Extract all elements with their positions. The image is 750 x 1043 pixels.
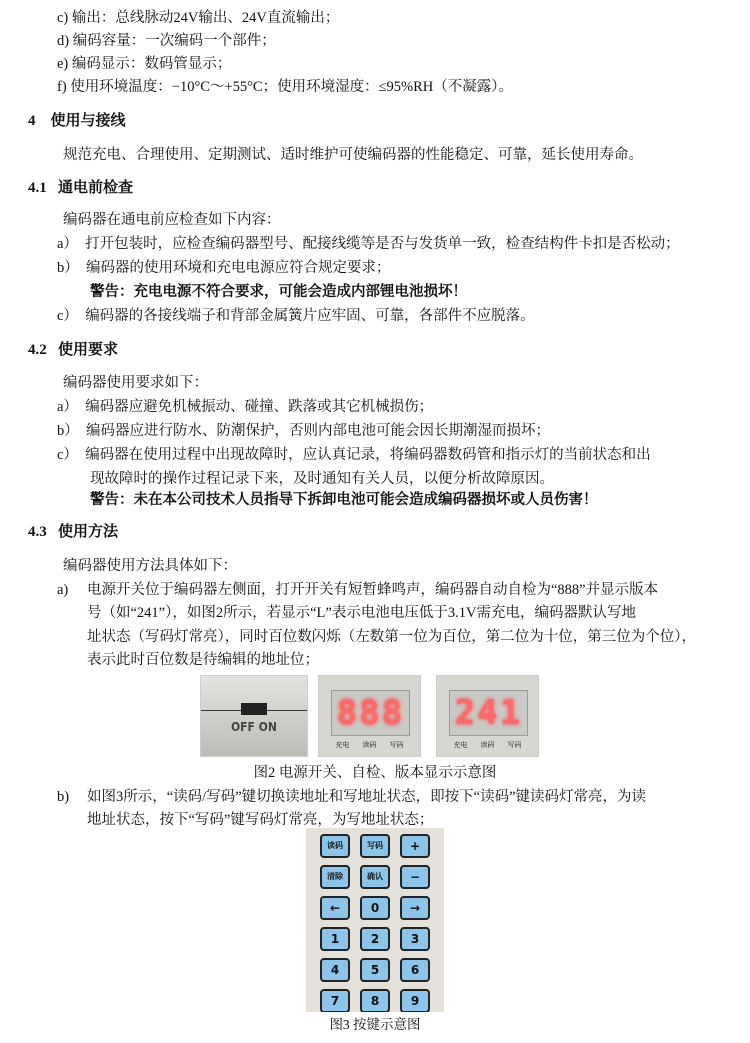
item-text: 编码器在使用过程中出现故障时，应认真记录，将编码器数码管和指示灯的当前状态和出 [85, 447, 651, 463]
item-text-continued: 现故障时的操作过程记录下来，及时通知有关人员，以便分析故障原因。 [90, 471, 554, 487]
item-label: c） [57, 447, 78, 463]
led-display: 241 [449, 690, 528, 736]
item-label: b） [57, 423, 79, 439]
item-text: 电源开关位于编码器左侧面，打开开关有短暂蜂鸣声，编码器自动自检为“888”并显示版本 [87, 582, 659, 598]
figure-caption: 图3 按键示意图 [329, 1017, 421, 1032]
list-item [57, 259, 391, 277]
keypad-photo [306, 828, 444, 1012]
item-text: 如图3所示，“读码/写码”键切换读地址和写地址状态，即按下“读码”键读码灯常亮，为读 [87, 789, 647, 805]
led-label: 充电 [335, 741, 350, 749]
keypad-key: + [400, 834, 430, 858]
item-text: 编码器的各接线端子和背部金属簧片应牢固、可靠，各部件不应脱落。 [85, 308, 535, 324]
keypad-key: 5 [360, 958, 390, 982]
led-label: 写码 [507, 741, 522, 749]
item-text: 编码器应避免机械振动、碰撞、跌落或其它机械损伤； [85, 399, 434, 415]
version-display-photo [436, 675, 539, 757]
led-label: 读码 [362, 741, 377, 749]
keypad-key: 2 [360, 927, 390, 951]
spec-item [57, 9, 339, 27]
item-label: c) [57, 10, 69, 26]
item-label: a） [57, 236, 78, 252]
led-label: 写码 [389, 741, 404, 749]
item-text: 号（如“241”），如图2所示，若显示“L”表示电池电压低于3.1V需充电，编码器默认写地 [87, 605, 636, 621]
keypad-key: 读码 [320, 834, 350, 858]
section-number: 4.3 [28, 524, 47, 540]
item-text: 编码容量：一次编码一个部件； [72, 33, 276, 49]
figure-caption: 图2 电源开关、自检、版本显示示意图 [253, 765, 497, 781]
item-label: f) [57, 79, 67, 95]
item-text: 编码显示：数码管显示； [71, 56, 232, 72]
spec-item [57, 32, 276, 50]
paragraph: 编码器使用方法具体如下： [63, 558, 237, 574]
section-title: 使用方法 [58, 524, 119, 540]
list-item [57, 398, 433, 416]
keypad-key: 写码 [360, 834, 390, 858]
item-text: 表示此时百位数是待编辑的地址位； [87, 652, 319, 668]
paragraph: 编码器使用要求如下： [63, 375, 208, 391]
section-number: 4.1 [28, 180, 47, 196]
keypad-key: 清除 [320, 865, 350, 889]
item-text: 址状态（写码灯常亮），同时百位数闪烁（左数第一位为百位，第二位为十位，第三位为个位）， [87, 629, 696, 645]
self-test-display-photo [318, 675, 421, 757]
warning-text: 警告：未在本公司技术人员指导下拆卸电池可能会造成编码器损坏或人员伤害！ [90, 492, 598, 508]
item-text: 编码器应进行防水、防潮保护，否则内部电池可能会因长期潮湿而损坏； [86, 423, 550, 439]
switch-label: OFF ON [231, 720, 277, 734]
keypad-key: 1 [320, 927, 350, 951]
item-label: b） [57, 260, 79, 276]
item-text: 输出：总线脉动24V输出、24V直流输出； [71, 10, 340, 26]
keypad-key: 8 [360, 989, 390, 1012]
item-label: e) [57, 56, 69, 72]
keypad-key: 6 [400, 958, 430, 982]
section-title: 使用要求 [58, 342, 119, 358]
spec-item [57, 55, 231, 73]
paragraph: 编码器在通电前应检查如下内容： [63, 212, 281, 228]
item-text: 使用环境温度：−10°C～+55°C；使用环境湿度：≤95%RH（不凝露）。 [70, 79, 514, 95]
keypad-key: 确认 [360, 865, 390, 889]
item-text: 打开包装时，应检查编码器型号、配接线缆等是否与发货单一致，检查结构件卡扣是否松动； [85, 236, 680, 252]
led-display: 888 [331, 690, 410, 736]
keypad-key: 7 [320, 989, 350, 1012]
section-4-3-heading [28, 523, 118, 541]
led-label: 读码 [480, 741, 495, 749]
section-4-1-heading [28, 179, 133, 197]
list-item [57, 446, 651, 464]
list-item [57, 307, 535, 325]
keypad-key: 0 [360, 896, 390, 920]
keypad-key: ← [320, 896, 350, 920]
keypad-key: → [400, 896, 430, 920]
paragraph: 规范充电、合理使用、定期测试、适时维护可使编码器的性能稳定、可靠，延长使用寿命。 [63, 147, 643, 163]
section-title: 通电前检查 [58, 180, 134, 196]
item-label: b) [57, 789, 70, 805]
power-switch-photo [200, 675, 308, 757]
item-text: 编码器的使用环境和充电电源应符合规定要求； [86, 260, 391, 276]
keypad-key: 9 [400, 989, 430, 1012]
keypad-key: 4 [320, 958, 350, 982]
section-number: 4.2 [28, 342, 47, 358]
item-label: a) [57, 582, 69, 598]
section-4-2-heading [28, 341, 118, 359]
warning-text: 警告：充电电源不符合要求，可能会造成内部锂电池损坏！ [90, 284, 467, 300]
keypad-key: − [400, 865, 430, 889]
item-label: d) [57, 33, 70, 49]
item-label: c） [57, 308, 78, 324]
section-title: 使用与接线 [50, 113, 126, 129]
section-number: 4 [28, 113, 36, 129]
item-text: 地址状态，按下“写码”键写码灯常亮，为写地址状态； [87, 812, 434, 828]
keypad-key: 3 [400, 927, 430, 951]
led-label: 充电 [453, 741, 468, 749]
section-4-heading [28, 112, 126, 130]
spec-item [57, 78, 513, 96]
list-item [57, 235, 680, 253]
list-item [57, 422, 550, 440]
item-label: a） [57, 399, 78, 415]
